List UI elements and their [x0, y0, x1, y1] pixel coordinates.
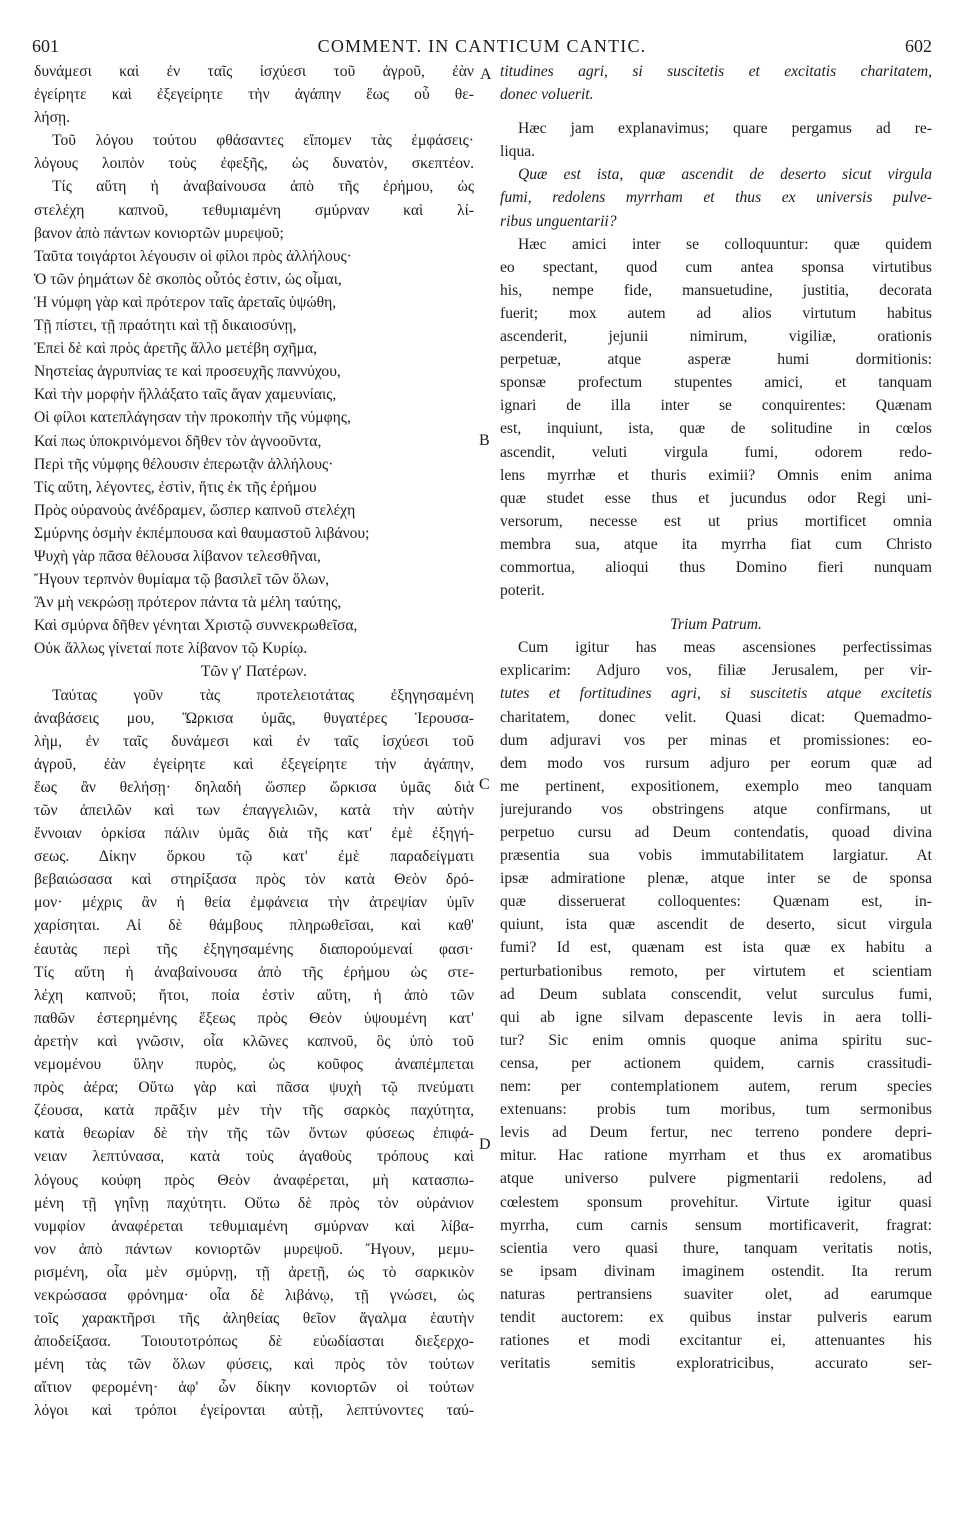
latin-line: ad Deum sublata conscendit, velut surculus fumi, — [500, 985, 932, 1003]
latin-line: naturas pertransiens suaviter olet, ad earumque — [500, 1285, 932, 1303]
latin-line: ascendit, veluti virgula fumi, odorem redo- — [500, 443, 932, 461]
latin-line: fumi? Id est, quænam est ista quæ ex habitu a — [500, 939, 932, 957]
greek-line: νον ἀπὸ πάντων κονιορτῶν μυρεψοῦ. Ἤγουν, μεμυ- — [34, 1240, 474, 1258]
latin-line: est, inquiunt, ista, quæ de solitudine in cœlos — [500, 420, 932, 438]
greek-line: ρισμένη, οἷα μὲν σμύρνῃ, τῇ ἀρετῇ, ὡς τὸ σαρκικὸν — [34, 1263, 474, 1281]
greek-line: ἕως ἂν θελήσῃ· δηλαδὴ ὥσπερ ὥρκισα ὑμᾶς διὰ — [34, 778, 474, 796]
latin-line: ascenderit, jejunii nimirum, vigiliæ, orationis — [500, 328, 932, 346]
latin-spacer — [500, 106, 932, 117]
latin-line: perpetuo cursu ad Deum contendatis, quoad divina — [500, 824, 932, 841]
latin-line: Hæc amici inter se colloquuntur: quæ quidem — [518, 235, 932, 253]
greek-line: ἀποδείξασα. Τοιουτοτρόπως δὲ εὐωδίασται διεξερχο- — [34, 1333, 474, 1351]
greek-line: ἐγείρητε καὶ ἐξεγείρητε τὴν ἀγάπην ἕως οὗ θε- — [34, 86, 474, 104]
latin-line: tendit auctorem: ex quibus instar pulveris earum — [500, 1308, 932, 1326]
greek-line: νεκρώσασα φρόνημα· οἷα δὲ λιβάνῳ, τῇ γνώσει, ὡς — [34, 1286, 474, 1304]
page-number-right: 602 — [905, 36, 932, 56]
latin-line: veritatis semitis exploratricibus, accurato ser- — [500, 1355, 932, 1373]
greek-line: Ὁ τῶν ῥημάτων δὲ σκοπὸς οὗτός ἐστιν, ὡς οἶμαι, — [34, 270, 342, 288]
greek-line: ζέουσα, κατὰ πρᾶξιν μὲν τὴν τῆς σαρκὸς παχύτητα, — [34, 1102, 474, 1120]
latin-line: poterit. — [500, 582, 545, 600]
greek-line: Ἂν μὴ νεκρώσῃ πρότερον πάντα τὰ μέλη ταύτης, — [34, 594, 342, 612]
greek-line: μον· μέχρις ἂν ἡ θεία ἐμφάνεια τὴν ἀτρεψίαν ὑμῖν — [34, 894, 474, 912]
greek-line: νεμομένου ὕλην πυρὸς, ὡς κοῦφος ἀναπέμπεται — [34, 1056, 474, 1074]
latin-line: liqua. — [500, 143, 536, 161]
latin-line: præsentia sua vobis immutabilitatem largiatur. At — [500, 847, 932, 865]
latin-line: Hæc jam explanavimus; quare pergamus ad re- — [518, 120, 932, 138]
greek-line: Ἡ νύμφη γὰρ καὶ πρότερον ταῖς ἀρεταῖς ὑψώθη, — [34, 293, 337, 311]
greek-line: Περὶ τῆς νύμφης θέλουσιν ἐπερωτᾷν ἀλλήλους· — [34, 455, 334, 473]
latin-line: explicarim: Adjuro vos, filiæ Jerusalem, per vir- — [500, 662, 932, 680]
greek-line: Ταύτας γοῦν τὰς προτελειοτάτας ἐξηγησαμένη — [52, 686, 474, 704]
greek-line: Ταῦτα τοιγάρτοι λέγουσιν οἱ φίλοι πρὸς ἀλλήλους· — [34, 247, 352, 265]
latin-line: se ipsam divinam imaginem ostendit. Ita rerum — [500, 1262, 932, 1280]
greek-line: ἀρετὴν καὶ γνῶσιν, οἷα κλῶνες καπνοῦ, ὃς ὑπὸ τοῦ — [34, 1032, 474, 1050]
latin-line: tur? Sic enim omnis quoque anima spiritu suc- — [500, 1031, 932, 1049]
margin-marker-b: B — [479, 432, 490, 449]
latin-line: qui ab igne silvam depascente levis in aera tolli- — [500, 1008, 932, 1026]
margin-marker-c: C — [479, 776, 490, 793]
greek-line: Καὶ τὴν μορφὴν ἤλλάξατο ταῖς ἄγαν χαμευνίαις, — [34, 386, 337, 404]
greek-line: αἴτιον φερομένη· ἀφ' ὧν δίκην κονιορτῶν οἱ τούτων — [34, 1379, 474, 1397]
greek-line: ἀναβάσεις μου, Ὥρκισα ὑμᾶς, θυγατέρες Ἱερουσα- — [34, 709, 474, 727]
latin-line: cœlestem sponsum provehitur. Virtute igitur quasi — [500, 1193, 932, 1211]
greek-line: Τοῦ λόγου τούτου φθάσαντες εἴπομεν τὰς ἐμφάσεις· — [52, 132, 474, 150]
latin-line: me pertinent, expositionem, exemplo meo tanquam — [500, 777, 932, 795]
greek-line: Τῇ πίστει, τῇ πραότητι καὶ τῇ δικαιοσύνῃ, — [34, 317, 297, 335]
greek-line: παθῶν ἐστερημένης ἕξεως πρὸς Θεὸν ὑψουμένη κατ' — [34, 1009, 474, 1027]
latin-line: his, nempe fide, mansuetudine, justitia, decorata — [500, 281, 932, 299]
latin-line: tutes et fortitudines agri, si suscitetis atque excitetis — [500, 685, 932, 703]
greek-line: πρὸς ἀέρα; Οὕτω γὰρ καὶ πᾶσα ψυχὴ τῷ πνεύματι — [34, 1079, 474, 1097]
latin-line: levis ad Deum fertur, nec terreno pondere depri- — [500, 1124, 932, 1142]
page-number-left: 601 — [32, 36, 59, 56]
latin-line: membra sua, atque ita myrrha fiat cum Christo — [500, 535, 932, 553]
latin-line: versorum, necesse est ut prius mortificet omnia — [500, 512, 932, 530]
greek-line: λήσῃ. — [34, 109, 71, 127]
latin-line: extenuans: probis tum moribus, tum sermonibus — [500, 1101, 932, 1119]
greek-line: κατὰ θεωρίαν δὲ τὴν τῆς τῶν ὄντων φύσεως ἐπιφά- — [34, 1125, 474, 1143]
greek-line: λόγους κούφη πρὸς Θεὸν ἀναφέρεται, μὴ κατασπω- — [34, 1171, 474, 1189]
greek-line: Πρὸς οὐρανοὺς ἀνέδραμεν, ὥσπερ καπνοῦ στελέχη — [34, 501, 356, 519]
greek-line: ἑαυτὰς περὶ τῆς ἐξηγησαμένης διαπορούμεναί φασι· — [34, 940, 474, 958]
margin-marker-a: A — [480, 66, 492, 83]
latin-line: ribus unguentarii? — [500, 212, 617, 230]
latin-spacer — [500, 602, 932, 613]
latin-line: ignari de illa inter se conquirentes: Quænam — [500, 397, 932, 415]
latin-line: fumi, redolens myrrham et thus ex universis pulve- — [500, 189, 932, 207]
latin-line: Quæ est ista, quæ ascendit de deserto sicut virgula — [518, 166, 932, 184]
greek-line: νυμφίον ἀναφέρεται τεθυμιαμένη σμύρναν καὶ λίβα- — [34, 1217, 474, 1235]
running-title: COMMENT. IN CANTICUM CANTIC. — [317, 36, 647, 56]
greek-line: τοῖς χαρακτῆρσι τῆς ἀληθείας θεῖον ἄγαλμα ἑαυτὴν — [34, 1310, 474, 1328]
greek-line: ἔννοιαν ὁρκίσα πάλιν ὑμᾶς διὰ τῆς κατ' ἐμὲ ἐξηγή- — [34, 825, 474, 843]
latin-line: myrrha, cum carnis sensum mortificaverit, fragrat: — [500, 1216, 932, 1234]
latin-line: Cum igitur has meas ascensiones perfectissimas — [518, 639, 932, 657]
greek-line: Τίς αὕτη ἡ ἀναβαίνουσα ἀπὸ τῆς ἐρήμου ὡς στε- — [34, 963, 474, 981]
margin-marker-d: D — [479, 1136, 491, 1153]
latin-line: jurejurando vos obstringens atque confirmans, ut — [500, 800, 932, 818]
latin-line: eo spectant, quod cum antea sponsa virtutibus — [500, 258, 932, 276]
greek-line: λὴμ, ἐν ταῖς δυνάμεσι καὶ ἐν ταῖς ἰσχύεσι τοῦ — [34, 732, 474, 750]
greek-line: σεως. Δίκην ὅρκου τῷ κατ' ἐμὲ παραδείγματι — [34, 848, 474, 866]
greek-line: Νηστείας ἀγρυπνίας τε καὶ προσευχῆς παννύχου, — [34, 363, 341, 381]
latin-column — [500, 60, 932, 1375]
greek-line: τῶν ἀπειλῶν καὶ των ἐπαγγελιῶν, κατὰ τὴν αὐτὴν — [34, 802, 474, 819]
latin-line: sponsæ profectum stupentes amici, et tanquam — [500, 374, 932, 392]
latin-section-title: Trium Patrum. — [670, 616, 762, 634]
greek-line: λέχη καπνοῦ; ἤτοι, ποία ἐστὶν αὕτη, ἡ ἀπὸ τῶν — [34, 986, 474, 1004]
latin-line: quæ studet esse thus et jucundus odor Regi uni- — [500, 489, 932, 507]
page-header — [32, 36, 932, 58]
latin-line: nem: per contemplationem autem, rerum species — [500, 1078, 932, 1096]
latin-line: charitatem, donec velit. Quasi dicat: Quemadmo- — [500, 708, 932, 726]
greek-line: Τίς αὕτη ἡ ἀναβαίνουσα ἀπὸ τῆς ἐρήμου, ὡς — [52, 178, 474, 196]
greek-line: στελέχη καπνοῦ, τεθυμιαμένη σμύρναν καὶ λί- — [34, 201, 474, 219]
greek-line: Ψυχὴ γὰρ πᾶσα θέλουσα λίβανον τελεσθῆναι, — [34, 547, 321, 565]
greek-line: ἀγροῦ, ἐὰν ἐγείρητε καὶ ἐξεγείρητε τὴν ἀγάπην, — [34, 755, 474, 773]
greek-line: μένη τὰς τῶν ὅλων φύσεις, καὶ πρὸς τὸν τούτων — [34, 1356, 474, 1374]
latin-line: donec voluerit. — [500, 86, 594, 104]
greek-line: Καί πως ὑποκρινόμενοι δῆθεν τὸν ἀγνοοῦντα, — [34, 432, 322, 450]
latin-line: atque universo pulvere pigmentarii redolens, ad — [500, 1170, 932, 1188]
latin-line: rationes et modi excitantur ei, attenuantes his — [500, 1332, 932, 1350]
latin-line: quæ disseruerat colloquentes: Quænam est, in- — [500, 893, 932, 911]
greek-line: Τίς αὕτη, λέγοντες, ἐστὶν, ἥτις ἐκ τῆς ἐρήμου — [34, 478, 317, 496]
greek-line: βανον ἀπὸ πάντων κονιορτῶν μυρεψοῦ; — [34, 224, 284, 242]
greek-line: Οὐκ ἄλλως γίνεταί ποτε λίβανον τῷ Κυρίῳ. — [34, 640, 308, 658]
greek-line: Σμύρνης ὀσμὴν ἐκπέμπουσα καὶ θαυμαστοῦ λιβάνου; — [34, 524, 370, 542]
latin-line: lens myrrhæ et thuris eximii? Omnis enim anima — [500, 466, 932, 484]
greek-line: χαρίσηται. Αἱ δὲ θάμβους πληρωθεῖσαι, καὶ καθ' — [34, 917, 474, 935]
latin-line: perpetuæ, atque asperæ humi dormitionis: — [500, 351, 932, 369]
greek-line: λόγους λοιπὸν τοὺς ἐφεξῆς, ὡς δυνατὸν, σκεπτέον. — [34, 155, 474, 173]
latin-line: perturbationibus remoto, per virtutem et scientiam — [500, 962, 932, 980]
greek-line: δυνάμεσι καὶ ἐν ταῖς ἰσχύεσι τοῦ ἀγροῦ, ἐὰν — [34, 63, 474, 80]
latin-line: fuerit; mox autem ad alios virtutum habitus — [500, 304, 932, 322]
greek-line: Ἤγουν τερπνὸν θυμίαμα τῷ βασιλεῖ τῶν ὅλων, — [34, 571, 330, 589]
greek-column — [34, 60, 474, 1423]
latin-line: dem modo vos rursum adjuro per eorum quæ ad — [500, 754, 932, 772]
greek-line: Οἱ φίλοι κατεπλάγησαν τὴν προκοπὴν τῆς νύμφης, — [34, 409, 351, 427]
latin-line: quiunt, ista quæ ascendit de deserto, sicut virgula — [500, 916, 932, 934]
greek-line: μένη τῇ γηΐνῃ παχύτητι. Οὕτω δὲ πρὸς τὸν οὐράνιον — [34, 1194, 474, 1212]
latin-line: ipsæ admiratione plenæ, atque inter se de sponsa — [500, 870, 932, 888]
greek-line: λόγοι καὶ τρόποι ἐγείρονται αὐτῇ, λεπτύνοντες ταύ- — [34, 1402, 474, 1420]
latin-line: commortua, alioqui thus Domino fieri nunquam — [500, 558, 932, 576]
greek-section-title: Τῶν γʹ Πατέρων. — [200, 663, 308, 681]
latin-line: censa, per actionem quidem, carnis crassitudi- — [500, 1054, 932, 1072]
latin-line: dum adjuravi vos per minas et promissiones: eo- — [500, 731, 932, 749]
greek-line: νειαν λεπτύνασα, κατὰ τοὺς ἀγαθοὺς τρόπους καὶ — [34, 1148, 474, 1166]
latin-line: mitur. Hac ratione myrrham et thus ex aromatibus — [500, 1147, 932, 1165]
latin-line: titudines agri, si suscitetis et excitatis charitatem, — [500, 63, 932, 80]
greek-line: Ἐπεὶ δὲ καὶ πρὸς ἀρετῆς ἄλλο μετέβη σχῆμα, — [34, 340, 318, 358]
greek-line: βεβαιώσασα καὶ στηρίξασα πρὸς τὸν κατὰ Θεὸν δρό- — [34, 871, 474, 889]
latin-line: scientia vero quasi thure, tanquam veritatis notis, — [500, 1239, 932, 1257]
greek-line: Καὶ σμύρνα δῆθεν γένηται Χριστῷ συννεκρωθεῖσα, — [34, 617, 358, 635]
